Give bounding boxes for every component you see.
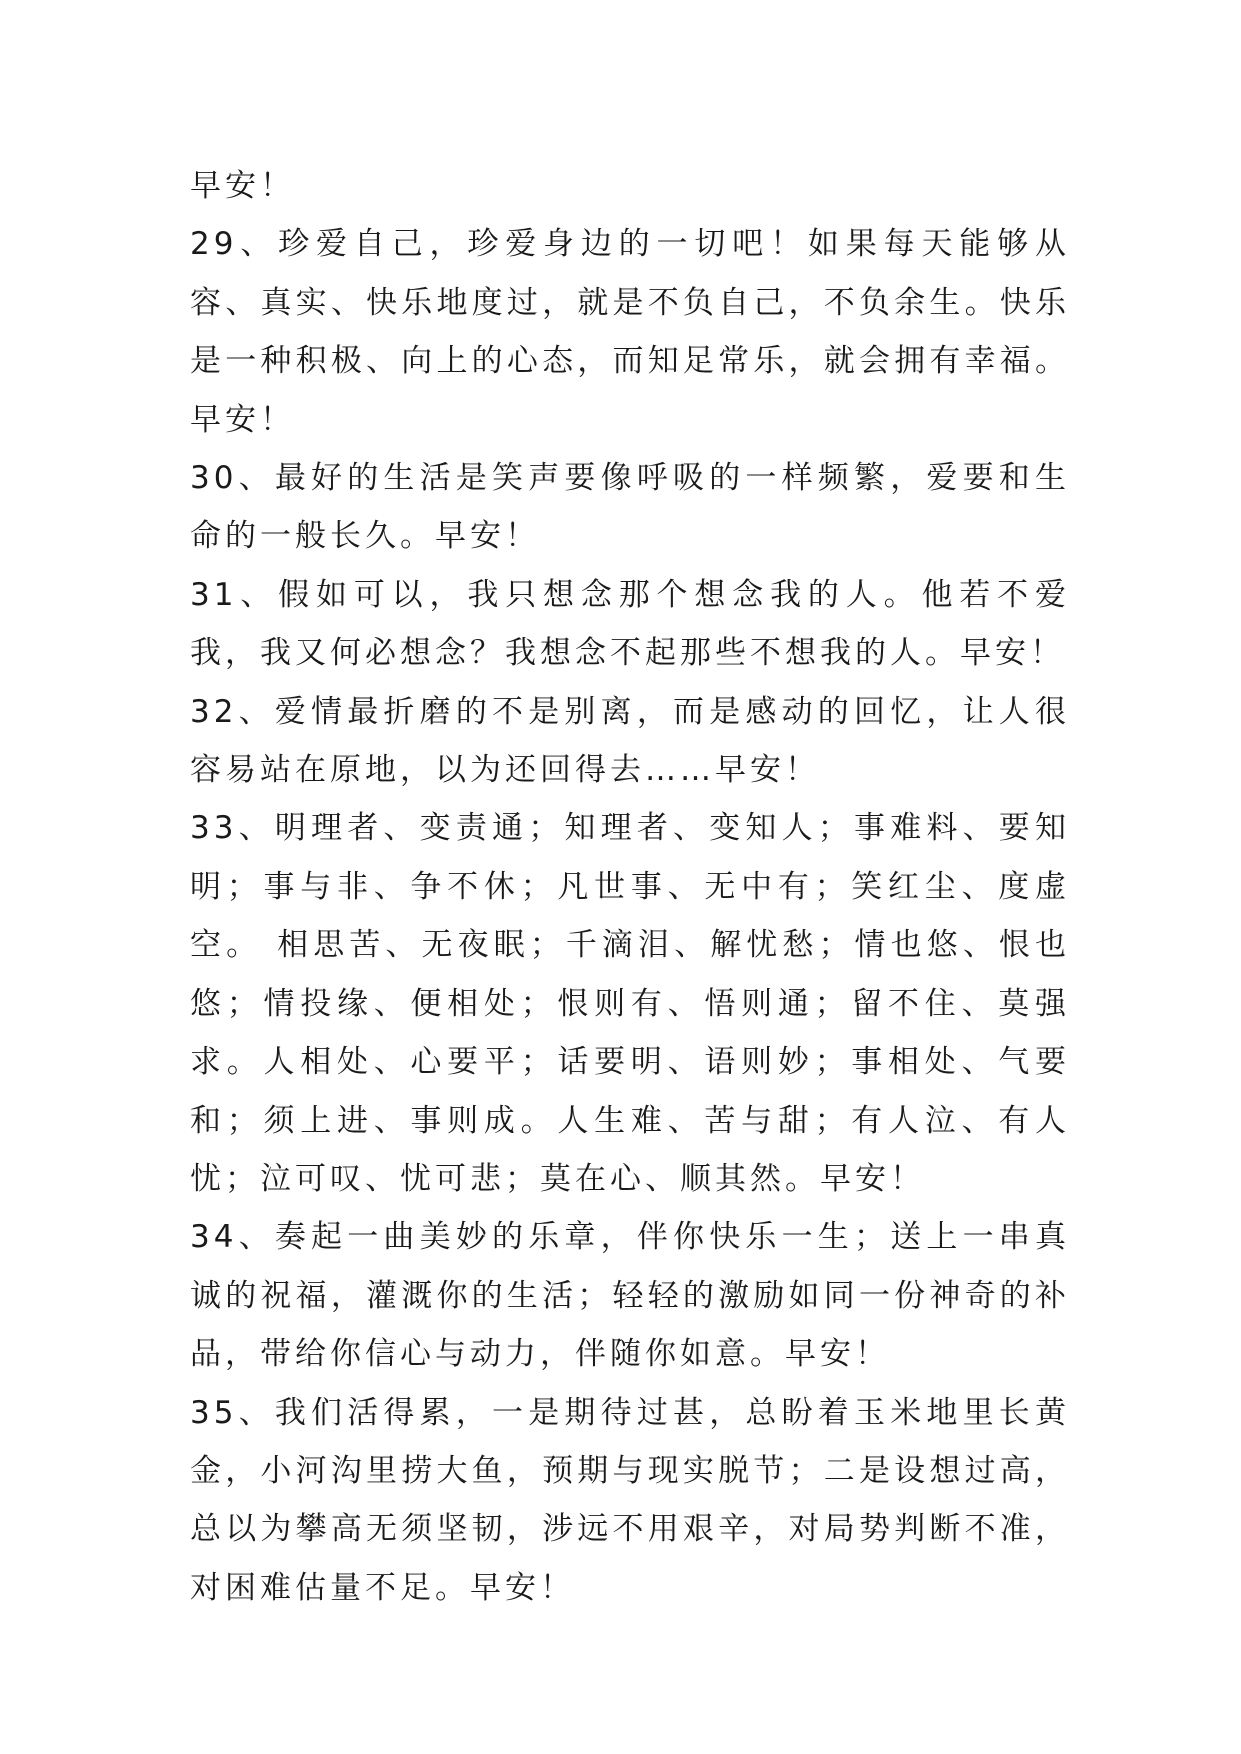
paragraph-35: 35、我们活得累，一是期待过甚，总盼着玉米地里长黄金，小河沟里捞大鱼，预期与现实脱节；二是设想过高，总以为攀高无须坚韧，涉远不用艰辛，对局势判断不准，对困难估量不足。早安！ xyxy=(190,1394,1070,1606)
paragraph-32: 32、爱情最折磨的不是别离，而是感动的回忆，让人很容易站在原地，以为还回得去……早安！ xyxy=(190,693,1070,789)
paragraph-31: 31、假如可以，我只想念那个想念我的人。他若不爱我，我又何必想念？我想念不起那些不想我的人。早安！ xyxy=(190,576,1070,672)
paragraph-30: 30、最好的生活是笑声要像呼吸的一样频繁，爱要和生命的一般长久。早安！ xyxy=(190,460,1070,555)
paragraph-33: 33、明理者、变责通；知理者、变知人；事难料、要知明；事与非、争不休；凡世事、无中有；笑红尘、度虚空。 相思苦、无夜眠；千滴泪、解忧愁；情也悠、恨也悠；情投缘、便相处；恨则有、悟则通；留不住、莫强求。人相处、心要平；话要明、语则妙；事相处、气要和；须上进、事则成。人生难、苦与甜；有人泣、有人忧；泣可叹、忧可悲；莫在心、顺其然。早安！ xyxy=(190,810,1070,1197)
paragraph-29: 29、珍爱自己，珍爱身边的一切吧！如果每天能够从容、真实、快乐地度过，就是不负自己，不负余生。快乐是一种积极、向上的心态，而知足常乐，就会拥有幸福。早安！ xyxy=(190,226,1070,438)
paragraph-greeting: 早安！ xyxy=(190,168,295,204)
document-body xyxy=(190,157,1070,1617)
paragraph-34: 34、奏起一曲美妙的乐章，伴你快乐一生；送上一串真诚的祝福，灌溉你的生活；轻轻的激励如同一份神奇的补品，带给你信心与动力，伴随你如意。早安！ xyxy=(190,1219,1070,1373)
